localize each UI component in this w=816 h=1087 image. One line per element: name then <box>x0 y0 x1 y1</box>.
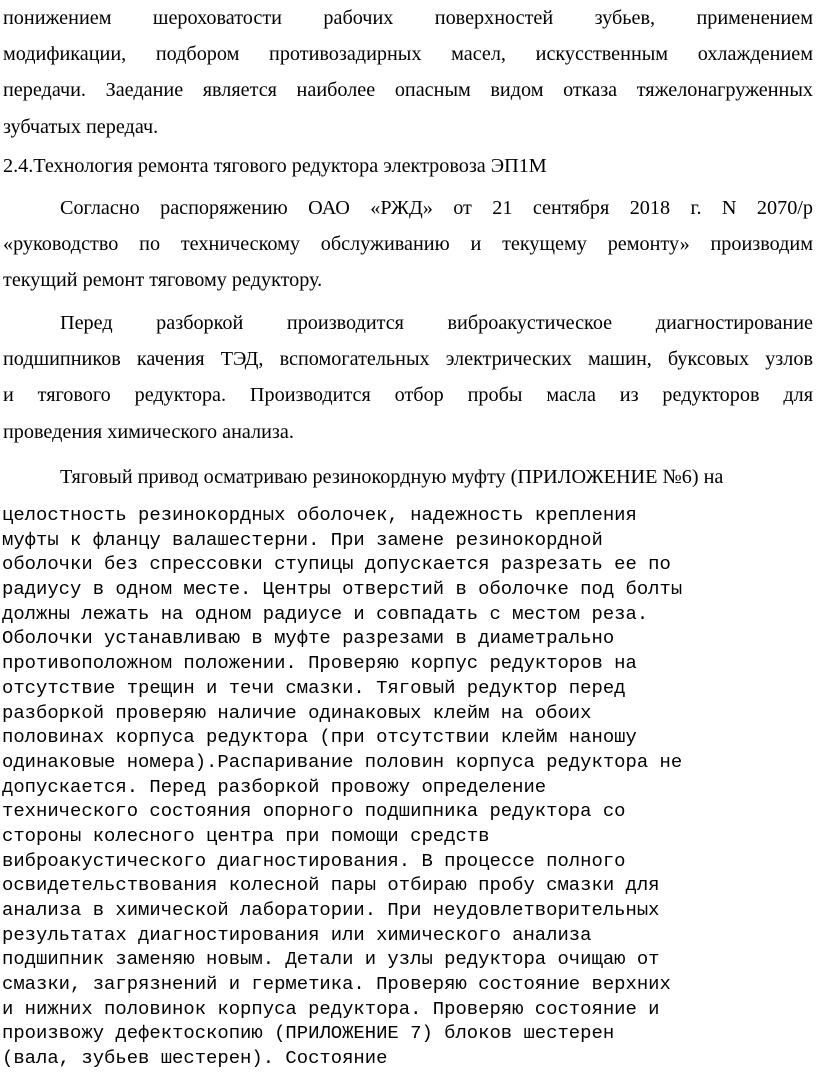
mono-text-line: радиусу в одном месте. Центры отверстий в оболочке под болты <box>2 578 683 601</box>
mono-text-line: должны лежать на одном радиусе и совпадать с местом реза. <box>2 602 649 625</box>
text-line: и тягового редуктора. Производится отбор пробы масла из редукторов для <box>3 384 813 407</box>
mono-text-line: Оболочки устанавливаю в муфте разрезами в диаметрально <box>2 627 615 650</box>
mono-text-line: оболочки без спрессовки ступицы допускается разрезать ее по <box>2 553 671 576</box>
mono-text-line: виброакустического диагностирования. В процессе полного <box>2 849 626 872</box>
text-line: передачи. Заедание является наиболее опасным видом отказа тяжелонагруженных <box>3 79 813 102</box>
mono-text-line: противоположном положении. Проверяю корпус редукторов на <box>2 652 637 675</box>
text-line: Перед разборкой производится виброакустическое диагностирование <box>60 312 813 334</box>
mono-text-line: анализа в химической лаборатории. При неудовлетворительных <box>2 899 660 921</box>
mono-text-line: стороны колесного центра при помощи средств <box>2 824 490 847</box>
paragraph-continuation <box>3 0 813 145</box>
text-line: «руководство по техническому обслуживанию и текущему ремонту» производим <box>3 233 813 256</box>
mono-text-line: муфты к фланцу валашестерни. При замене резинокордной <box>2 528 603 551</box>
mono-text-line: целостность резинокордных оболочек, надежность крепления <box>2 504 637 526</box>
mono-text-line: освидетельствования колесной пары отбираю пробу смазки для <box>2 874 660 897</box>
text-line: Согласно распоряжению ОАО «РЖД» от 21 сентября 2018 г. N 2070/р <box>60 197 813 219</box>
text-line: понижением шероховатости рабочих поверхностей зубьев, применением <box>3 7 813 29</box>
mono-text-line: половинах корпуса редуктора (при отсутствии клейм наношу <box>2 726 637 749</box>
text-line: текущий ремонт тяговому редуктору. <box>3 269 323 292</box>
mono-text-line: одинаковые номера).Распаривание половин корпуса редуктора не <box>2 750 683 773</box>
section-heading: 2.4.Технология ремонта тягового редуктора электровоза ЭП1М <box>3 155 547 177</box>
mono-text-line: разборкой проверяю наличие одинаковых клейм на обоих <box>2 701 592 724</box>
mono-text-line: допускается. Перед разборкой провожу определение <box>2 775 547 798</box>
text-line: зубчатых передач. <box>3 115 159 138</box>
paragraph-diagnostics <box>3 305 813 450</box>
mono-text-line: технического состояния опорного подшипника редуктора со <box>2 800 626 823</box>
paragraph-drive-intro <box>3 459 813 495</box>
paragraph-regulation <box>3 190 813 299</box>
mono-text-line: отсутствие трещин и течи смазки. Тяговый редуктор перед <box>2 676 626 699</box>
monospace-text-block <box>2 503 814 1071</box>
mono-text-line: подшипник заменяю новым. Детали и узлы редуктора очищаю от <box>2 948 660 971</box>
mono-text-line: и нижних половинок корпуса редуктора. Проверяю состояние и <box>2 997 660 1020</box>
mono-text-line: (вала, зубьев шестерен). Состояние <box>2 1047 388 1070</box>
mono-text-line: результатах диагностирования или химического анализа <box>2 923 592 946</box>
text-line: проведения химического анализа. <box>3 420 294 443</box>
text-line: Тяговый привод осматриваю резинокордную муфту (ПРИЛОЖЕНИЕ №6) на <box>60 466 724 488</box>
mono-text-line: смазки, загрязнений и герметика. Проверяю состояние верхних <box>2 973 671 996</box>
text-line: подшипников качения ТЭД, вспомогательных электрических машин, буксовых узлов <box>3 348 813 371</box>
mono-text-line: произвожу дефектоскопию (ПРИЛОЖЕНИЕ 7) блоков шестерен <box>2 1022 615 1045</box>
text-line: модификации, подбором противозадирных масел, искусственным охлаждением <box>3 43 813 66</box>
